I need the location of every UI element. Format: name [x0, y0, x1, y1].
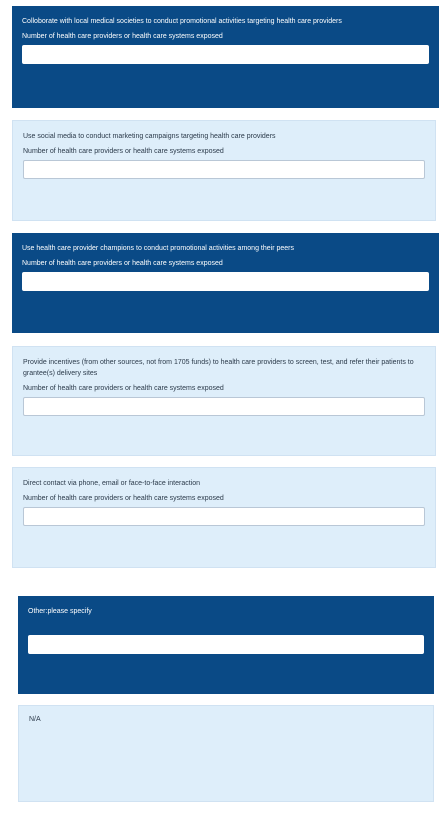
field-label: Number of health care providers or health care systems exposed	[22, 33, 223, 40]
other-label: Other:please specify	[28, 608, 92, 615]
activity-panel-medical-societies	[12, 6, 439, 108]
other-specify-panel	[18, 596, 434, 694]
activity-description: Provide incentives (from other sources, not from 1705 funds) to health care providers to screen, test, and refer their patients to grantee(s) delivery sites	[23, 359, 414, 377]
activity-description: Direct contact via phone, email or face-to-face interaction	[23, 480, 201, 487]
field-label: Number of health care providers or health care systems exposed	[22, 260, 223, 267]
providers-exposed-input[interactable]	[23, 160, 425, 179]
activity-description: Use social media to conduct marketing campaigns targeting health care providers	[23, 133, 276, 140]
field-label: Number of health care providers or health care systems exposed	[23, 385, 224, 392]
response-text: N/A	[29, 716, 41, 723]
activity-description: Colloborate with local medical societies to conduct promotional activities targeting health care providers	[22, 18, 342, 25]
providers-exposed-input[interactable]	[23, 397, 425, 416]
activity-panel-social-media	[12, 120, 436, 221]
field-label: Number of health care providers or health care systems exposed	[23, 148, 224, 155]
providers-exposed-input[interactable]	[22, 272, 429, 291]
other-specify-input[interactable]	[28, 635, 424, 654]
providers-exposed-input[interactable]	[22, 45, 429, 64]
activity-description: Use health care provider champions to conduct promotional activities among their peers	[22, 245, 294, 252]
field-label: Number of health care providers or health care systems exposed	[23, 495, 224, 502]
activity-panel-incentives	[12, 346, 436, 456]
activity-panel-direct-contact	[12, 467, 436, 568]
response-panel	[18, 705, 434, 802]
providers-exposed-input[interactable]	[23, 507, 425, 526]
activity-panel-provider-champions	[12, 233, 439, 333]
